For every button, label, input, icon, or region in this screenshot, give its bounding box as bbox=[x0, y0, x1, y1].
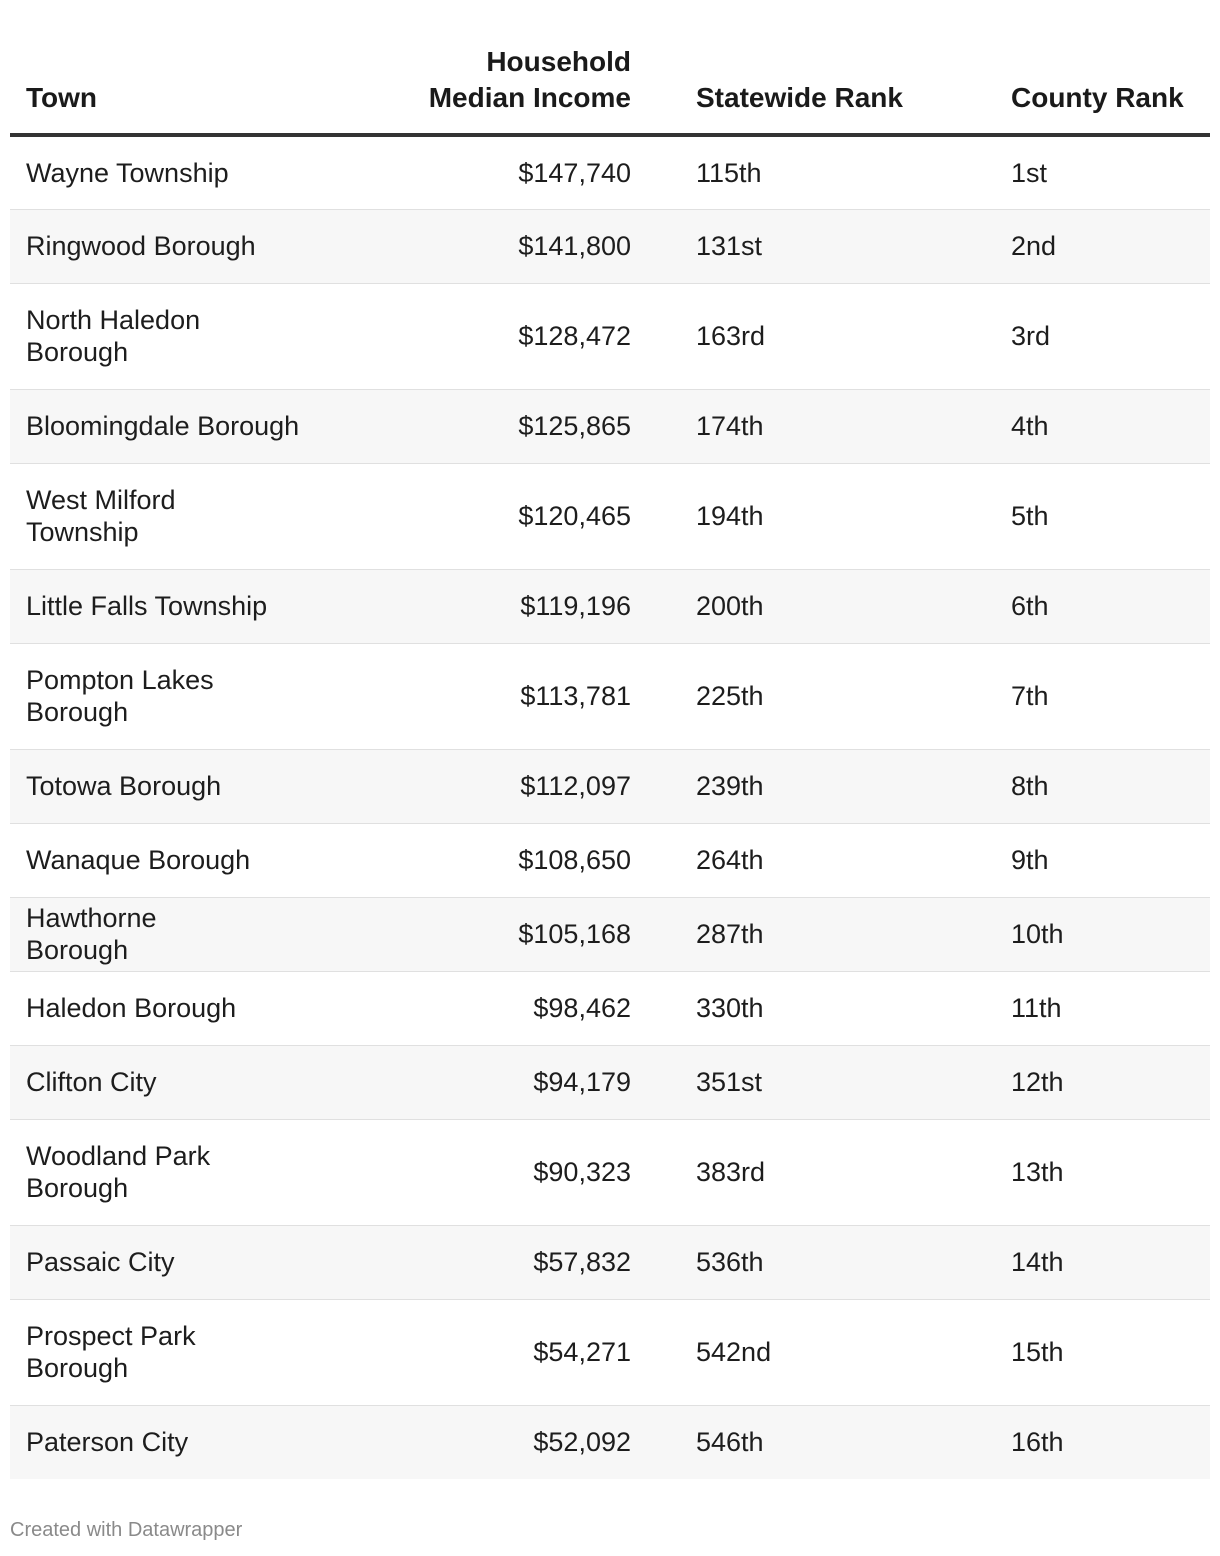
cell-statewide-rank bbox=[631, 1045, 936, 1119]
cell-town-text: Wayne Township bbox=[26, 157, 229, 188]
cell-income bbox=[345, 463, 631, 569]
cell-town-text: Little Falls Township bbox=[26, 591, 268, 621]
cell-income bbox=[345, 823, 631, 897]
cell-income-text: $98,462 bbox=[533, 993, 631, 1023]
table-row bbox=[10, 643, 1210, 749]
cell-statewide-rank-text: 194th bbox=[696, 501, 764, 531]
cell-county-rank bbox=[936, 823, 1210, 897]
cell-county-rank-text: 13th bbox=[1011, 1157, 1064, 1187]
cell-statewide-rank-text: 163rd bbox=[696, 321, 766, 351]
table-row bbox=[10, 1225, 1210, 1299]
cell-town bbox=[10, 569, 345, 643]
table-row bbox=[10, 389, 1210, 463]
datawrapper-credit: Created with Datawrapper bbox=[10, 1519, 243, 1541]
cell-statewide-rank bbox=[631, 749, 936, 823]
cell-statewide-rank bbox=[631, 971, 936, 1045]
cell-statewide-rank bbox=[631, 1225, 936, 1299]
cell-county-rank bbox=[936, 643, 1210, 749]
cell-town bbox=[10, 135, 345, 209]
table-row bbox=[10, 897, 1210, 971]
cell-statewide-rank bbox=[631, 463, 936, 569]
cell-town bbox=[10, 209, 345, 283]
cell-income bbox=[345, 971, 631, 1045]
cell-county-rank bbox=[936, 283, 1210, 389]
cell-county-rank-text: 11th bbox=[1011, 993, 1062, 1023]
table-row bbox=[10, 135, 1210, 209]
cell-statewide-rank-text: 264th bbox=[696, 845, 764, 875]
cell-town bbox=[10, 1405, 345, 1479]
cell-income-text: $120,465 bbox=[518, 501, 631, 531]
table-row bbox=[10, 569, 1210, 643]
cell-statewide-rank-text: 383rd bbox=[696, 1157, 766, 1187]
cell-income-text: $90,323 bbox=[533, 1157, 631, 1187]
cell-county-rank-text: 7th bbox=[1011, 681, 1049, 711]
cell-town-text: West Milford Township bbox=[26, 485, 176, 547]
cell-statewide-rank bbox=[631, 569, 936, 643]
cell-income-text: $141,800 bbox=[518, 231, 631, 261]
cell-income-text: $119,196 bbox=[520, 591, 631, 621]
cell-town bbox=[10, 749, 345, 823]
cell-statewide-rank-text: 351st bbox=[696, 1067, 763, 1097]
cell-county-rank-text: 1st bbox=[1011, 157, 1048, 188]
cell-town bbox=[10, 389, 345, 463]
cell-county-rank bbox=[936, 1119, 1210, 1225]
cell-statewide-rank-text: 542nd bbox=[696, 1337, 772, 1367]
cell-income bbox=[345, 209, 631, 283]
cell-statewide-rank-text: 330th bbox=[696, 993, 764, 1023]
cell-income-text: $125,865 bbox=[518, 411, 631, 441]
cell-statewide-rank bbox=[631, 389, 936, 463]
cell-town bbox=[10, 1045, 345, 1119]
cell-income-text: $128,472 bbox=[518, 321, 631, 351]
cell-town bbox=[10, 283, 345, 389]
table-row bbox=[10, 1405, 1210, 1479]
column-header-town[interactable]: Town bbox=[10, 44, 345, 135]
cell-county-rank-text: 3rd bbox=[1011, 321, 1051, 351]
cell-county-rank bbox=[936, 971, 1210, 1045]
cell-county-rank-text: 5th bbox=[1011, 501, 1049, 531]
cell-county-rank bbox=[936, 897, 1210, 971]
table-row bbox=[10, 823, 1210, 897]
cell-income bbox=[345, 1299, 631, 1405]
cell-income bbox=[345, 389, 631, 463]
cell-income bbox=[345, 749, 631, 823]
cell-statewide-rank-text: 200th bbox=[696, 591, 764, 621]
cell-town bbox=[10, 971, 345, 1045]
cell-town bbox=[10, 1119, 345, 1225]
cell-statewide-rank bbox=[631, 643, 936, 749]
cell-statewide-rank bbox=[631, 1405, 936, 1479]
income-table bbox=[10, 44, 1210, 1479]
cell-town bbox=[10, 1225, 345, 1299]
cell-statewide-rank-text: 174th bbox=[696, 411, 764, 441]
cell-income bbox=[345, 135, 631, 209]
cell-county-rank-text: 4th bbox=[1011, 411, 1049, 441]
cell-county-rank bbox=[936, 389, 1210, 463]
cell-town-text: Pompton Lakes Borough bbox=[26, 665, 214, 727]
table-row bbox=[10, 283, 1210, 389]
cell-income bbox=[345, 897, 631, 971]
cell-town-text: Woodland Park Borough bbox=[26, 1141, 211, 1203]
column-header-county-rank[interactable]: County Rank bbox=[936, 44, 1210, 135]
cell-income-text: $113,781 bbox=[520, 681, 631, 711]
table-row bbox=[10, 1045, 1210, 1119]
cell-county-rank-text: 8th bbox=[1011, 771, 1049, 801]
cell-county-rank-text: 14th bbox=[1011, 1247, 1064, 1277]
cell-income-text: $147,740 bbox=[518, 157, 631, 188]
cell-income bbox=[345, 1405, 631, 1479]
cell-income bbox=[345, 1045, 631, 1119]
cell-town-text: Totowa Borough bbox=[26, 771, 222, 801]
cell-income-text: $108,650 bbox=[518, 845, 631, 875]
cell-county-rank bbox=[936, 1225, 1210, 1299]
cell-income-text: $112,097 bbox=[520, 771, 631, 801]
header-row bbox=[10, 44, 1210, 135]
column-header-statewide-rank[interactable]: Statewide Rank bbox=[631, 44, 936, 135]
cell-income bbox=[345, 1225, 631, 1299]
cell-county-rank bbox=[936, 569, 1210, 643]
cell-income bbox=[345, 569, 631, 643]
table-body bbox=[10, 135, 1210, 1479]
cell-income bbox=[345, 1119, 631, 1225]
cell-town bbox=[10, 823, 345, 897]
cell-county-rank bbox=[936, 1299, 1210, 1405]
table-row bbox=[10, 463, 1210, 569]
cell-town-text: Bloomingdale Borough bbox=[26, 411, 300, 441]
data-table-container bbox=[10, 44, 1210, 1479]
cell-county-rank bbox=[936, 209, 1210, 283]
cell-town-text: North Haledon Borough bbox=[26, 305, 201, 367]
cell-statewide-rank-text: 546th bbox=[696, 1427, 764, 1458]
cell-income bbox=[345, 643, 631, 749]
cell-statewide-rank-text: 287th bbox=[696, 919, 764, 949]
cell-county-rank bbox=[936, 135, 1210, 209]
cell-income-text: $105,168 bbox=[518, 919, 631, 949]
cell-statewide-rank bbox=[631, 135, 936, 209]
cell-county-rank-text: 2nd bbox=[1011, 231, 1057, 261]
cell-town bbox=[10, 463, 345, 569]
cell-county-rank-text: 6th bbox=[1011, 591, 1049, 621]
cell-income-text: $54,271 bbox=[533, 1337, 631, 1367]
cell-statewide-rank bbox=[631, 1299, 936, 1405]
cell-income-text: $52,092 bbox=[533, 1427, 631, 1458]
table-row bbox=[10, 971, 1210, 1045]
cell-county-rank-text: 12th bbox=[1011, 1067, 1064, 1097]
cell-statewide-rank bbox=[631, 823, 936, 897]
cell-county-rank-text: 9th bbox=[1011, 845, 1049, 875]
cell-town bbox=[10, 643, 345, 749]
table-row bbox=[10, 1299, 1210, 1405]
cell-county-rank bbox=[936, 1405, 1210, 1479]
cell-statewide-rank bbox=[631, 283, 936, 389]
cell-statewide-rank-text: 115th bbox=[696, 157, 762, 188]
table-row bbox=[10, 1119, 1210, 1225]
cell-county-rank-text: 10th bbox=[1011, 919, 1064, 949]
cell-town-text: Ringwood Borough bbox=[26, 231, 256, 261]
cell-statewide-rank bbox=[631, 1119, 936, 1225]
cell-town-text: Wanaque Borough bbox=[26, 845, 251, 875]
cell-town-text: Hawthorne Borough bbox=[26, 903, 157, 965]
cell-town-text: Prospect Park Borough bbox=[26, 1321, 196, 1383]
cell-town-text: Clifton City bbox=[26, 1067, 157, 1097]
cell-statewide-rank-text: 239th bbox=[696, 771, 764, 801]
cell-county-rank-text: 15th bbox=[1011, 1337, 1064, 1367]
table-header bbox=[10, 44, 1210, 135]
cell-statewide-rank-text: 131st bbox=[696, 231, 763, 261]
cell-county-rank-text: 16th bbox=[1011, 1427, 1064, 1458]
cell-town-text: Paterson City bbox=[26, 1427, 189, 1458]
table-row bbox=[10, 749, 1210, 823]
cell-income-text: $94,179 bbox=[533, 1067, 631, 1097]
cell-county-rank bbox=[936, 1045, 1210, 1119]
cell-county-rank bbox=[936, 749, 1210, 823]
column-header-income[interactable]: Household Median Income bbox=[345, 44, 631, 135]
cell-statewide-rank bbox=[631, 209, 936, 283]
cell-statewide-rank bbox=[631, 897, 936, 971]
cell-town-text: Passaic City bbox=[26, 1247, 175, 1277]
cell-income bbox=[345, 283, 631, 389]
cell-town bbox=[10, 897, 345, 971]
table-row bbox=[10, 209, 1210, 283]
cell-statewide-rank-text: 536th bbox=[696, 1247, 764, 1277]
cell-town-text: Haledon Borough bbox=[26, 993, 237, 1023]
cell-income-text: $57,832 bbox=[533, 1247, 631, 1277]
cell-county-rank bbox=[936, 463, 1210, 569]
cell-town bbox=[10, 1299, 345, 1405]
cell-statewide-rank-text: 225th bbox=[696, 681, 764, 711]
